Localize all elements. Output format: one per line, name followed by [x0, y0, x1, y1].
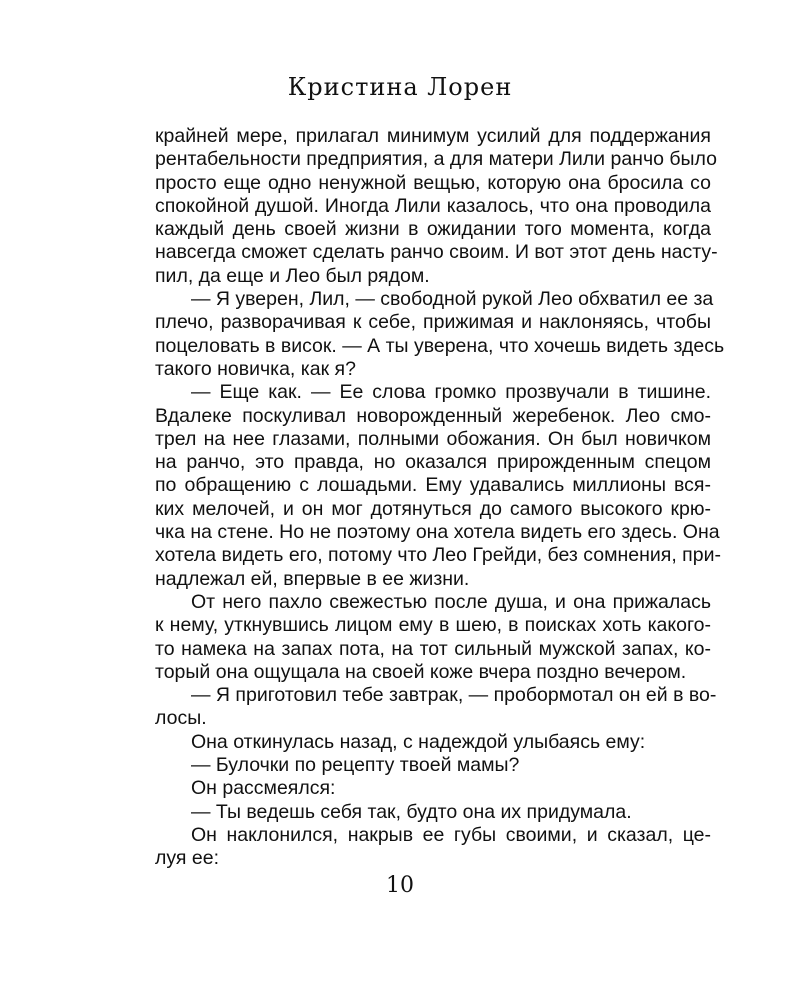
text-line: плечо, разворачивая к себе, прижимая и наклоняясь, чтобы — [155, 311, 711, 334]
text-line: поцеловать в висок. — А ты уверена, что хочешь видеть здесь — [155, 334, 725, 357]
text-line: к нему, уткнувшись лицом ему в шею, в поисках хоть какого- — [155, 614, 711, 637]
text-line: надлежал ей, впервые в ее жизни. — [155, 567, 470, 590]
text-line: рентабельности предприятия, а для матери Лили ранчо было — [155, 148, 717, 171]
text-line: каждый день своей жизни в ожидании того момента, когда — [155, 218, 711, 241]
text-line: трел на нее глазами, полными обожания. Он был новичком — [155, 427, 711, 450]
text-line: — Я уверен, Лил, — свободной рукой Лео обхватил ее за — [191, 288, 714, 311]
text-line: луя ее: — [155, 847, 219, 870]
text-line: Она откинулась назад, с надеждой улыбаясь ему: — [191, 730, 646, 753]
text-line: — Булочки по рецепту твоей мамы? — [191, 754, 520, 777]
page-number: 10 — [386, 873, 414, 898]
text-line: на ранчо, это правда, но оказался прирожденным спецом — [155, 451, 711, 474]
text-line: лосы. — [155, 707, 207, 730]
text-line: Он рассмеялся: — [191, 777, 336, 800]
text-line: — Я приготовил тебе завтрак, — пробормотал он ей в во- — [191, 684, 717, 707]
text-line: ких мелочей, и он мог дотянуться до самого высокого крю- — [155, 497, 711, 520]
text-line: навсегда сможет сделать ранчо своим. И вот этот день насту- — [155, 241, 718, 264]
text-line: такого новичка, как я? — [155, 357, 356, 380]
text-line: Вдалеке поскуливал новорожденный жеребенок. Лео смо- — [155, 404, 711, 427]
text-line: просто еще одно ненужной вещью, которую она бросила со — [155, 171, 711, 194]
text-line: пил, да еще и Лео был рядом. — [155, 264, 430, 287]
text-line: спокойной душой. Иногда Лили казалось, что она проводила — [155, 194, 711, 217]
body-text — [155, 125, 725, 871]
text-line: хотела видеть его, потому что Лео Грейди, без сомнения, при- — [155, 544, 721, 567]
text-line: — Еще как. — Ее слова громко прозвучали в тишине. — [191, 381, 711, 404]
text-line: чка на стене. Но не поэтому она хотела видеть его здесь. Она — [155, 521, 720, 544]
text-line: по обращению с лошадьми. Ему удавались миллионы вся- — [155, 474, 711, 497]
text-line: торый она ощущала на своей коже вчера поздно вечером. — [155, 660, 687, 683]
text-line: крайней мере, прилагал минимум усилий для поддержания — [155, 125, 711, 147]
text-line: От него пахло свежестью после душа, и она прижалась — [191, 590, 711, 613]
text-line: Он наклонился, накрыв ее губы своими, и сказал, це- — [191, 823, 711, 846]
running-head-author: Кристина Лорен — [287, 73, 513, 101]
text-line: — Ты ведешь себя так, будто она их придумала. — [191, 800, 632, 823]
text-line: то намека на запах пота, на тот сильный мужской запах, ко- — [155, 637, 711, 660]
